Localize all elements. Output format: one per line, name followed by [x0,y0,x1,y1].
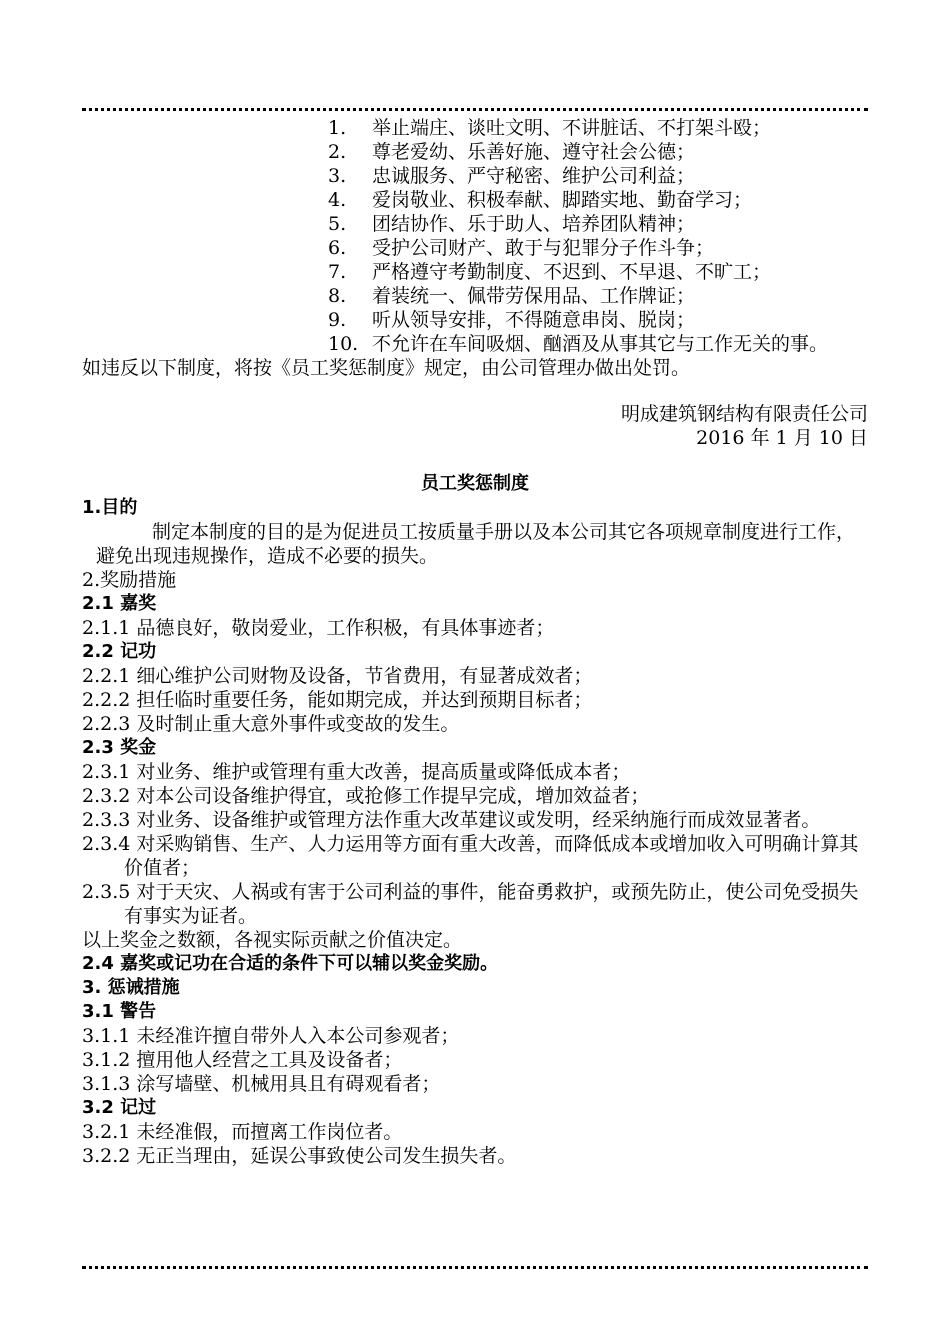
rule-number: 1. [328,117,347,139]
rule-number: 9. [328,309,347,331]
clause-3-1-1: 3.1.1 未经准许擅自带外人入本公司参观者； [82,1025,460,1047]
clause-2-3-1: 2.3.1 对业务、维护或管理有重大改善，提高质量或降低成本者； [82,761,631,783]
clause-2-2-3: 2.2.3 及时制止重大意外事件或变故的发生。 [82,713,460,735]
rule-text: 受护公司财产、敢于与犯罪分子作斗争； [372,237,715,259]
rule-text: 不允许在车间吸烟、酗酒及从事其它与工作无关的事。 [372,333,829,355]
clause-2-3-5: 2.3.5 对于天灾、人祸或有害于公司利益的事件，能奋勇救护，或预先防止，使公司免受损失有事实为证者。 [82,881,859,927]
rule-item [328,332,868,356]
conduct-rules-list [82,116,868,356]
rule-text: 忠诚服务、严守秘密、维护公司利益； [372,165,696,187]
rule-number: 7. [328,261,347,283]
section-2-1-heading: 2.1 嘉奖 [82,593,157,614]
section-3-2-heading: 3.2 记过 [82,1097,157,1118]
rule-item [328,164,868,188]
section-2-heading: 2.奖励措施 [82,569,177,591]
rule-number: 5. [328,213,347,235]
rule-text: 尊老爱幼、乐善好施、遵守社会公德； [372,141,696,163]
rule-text: 严格遵守考勤制度、不迟到、不早退、不旷工； [372,261,772,283]
rule-item [328,308,868,332]
clause-2-1-1: 2.1.1 品德良好，敬岗爱业，工作积极，有具体事迹者； [82,617,555,639]
rule-item [328,140,868,164]
violation-note: 如违反以下制度，将按《员工奖惩制度》规定，由公司管理办做出处罚。 [82,357,691,379]
rule-number: 2. [328,141,347,163]
rule-number: 8. [328,285,347,307]
clause-2-2-2: 2.2.2 担任临时重要任务，能如期完成，并达到预期目标者； [82,689,593,711]
rule-item [328,116,868,140]
clause-2-3-4: 2.3.4 对采购销售、生产、人力运用等方面有重大改善，而降低成本或增加收入可明确计算其价值者； [82,833,859,879]
document-body [82,116,868,1168]
rule-text: 爱岗敬业、积极奉献、脚踏实地、勤奋学习； [372,189,753,211]
company-signature: 明成建筑钢结构有限责任公司 [620,403,868,425]
rule-number: 3. [328,165,347,187]
clause-3-2-1: 3.2.1 未经准假，而擅离工作岗位者。 [82,1121,403,1143]
rule-number: 6. [328,237,347,259]
clause-3-1-2: 3.1.2 擅用他人经营之工具及设备者； [82,1049,403,1071]
clause-2-3-3: 2.3.3 对业务、设备维护或管理方法作重大改革建议或发明，经采纳施行而成效显著者。 [82,809,821,831]
policy-title: 员工奖惩制度 [421,473,529,494]
rule-item [328,260,868,284]
section-3-heading: 3. 惩诫措施 [82,977,180,998]
clause-2-2-1: 2.2.1 细心维护公司财物及设备，节省费用，有显著成效者； [82,665,593,687]
rule-item [328,188,868,212]
bottom-dotted-divider [82,1266,868,1269]
top-dotted-divider [82,108,868,111]
rule-number: 4. [328,189,347,211]
section-1-heading: 1.目的 [82,497,138,518]
rule-number: 10. [328,333,359,355]
clause-3-2-2: 3.2.2 无正当理由，延误公事致使公司发生损失者。 [82,1145,517,1167]
rule-text: 着装统一、佩带劳保用品、工作牌证； [372,285,696,307]
section-1-text: 制定本制度的目的是为促进员工按质量手册以及本公司其它各项规章制度进行工作，避免出现违规操作，造成不必要的损失。 [96,521,856,567]
signature-date: 2016 年 1 月 10 日 [696,427,868,449]
rule-item [328,236,868,260]
section-2-2-heading: 2.2 记功 [82,641,157,662]
rule-item [328,212,868,236]
bonus-note: 以上奖金之数额，各视实际贡献之价值决定。 [82,929,463,951]
rule-text: 举止端庄、谈吐文明、不讲脏话、不打架斗殴； [372,117,772,139]
clause-2-3-2: 2.3.2 对本公司设备维护得宜，或抢修工作提早完成，增加效益者； [82,785,650,807]
section-2-4-heading: 2.4 嘉奖或记功在合适的条件下可以辅以奖金奖励。 [82,953,499,974]
clause-3-1-3: 3.1.3 涂写墙壁、机械用具且有碍观看者； [82,1073,441,1095]
rule-item [328,284,868,308]
rule-text: 团结协作、乐于助人、培养团队精神； [372,213,696,235]
rule-text: 听从领导安排，不得随意串岗、脱岗； [372,309,696,331]
section-3-1-heading: 3.1 警告 [82,1001,157,1022]
section-2-3-heading: 2.3 奖金 [82,737,157,758]
